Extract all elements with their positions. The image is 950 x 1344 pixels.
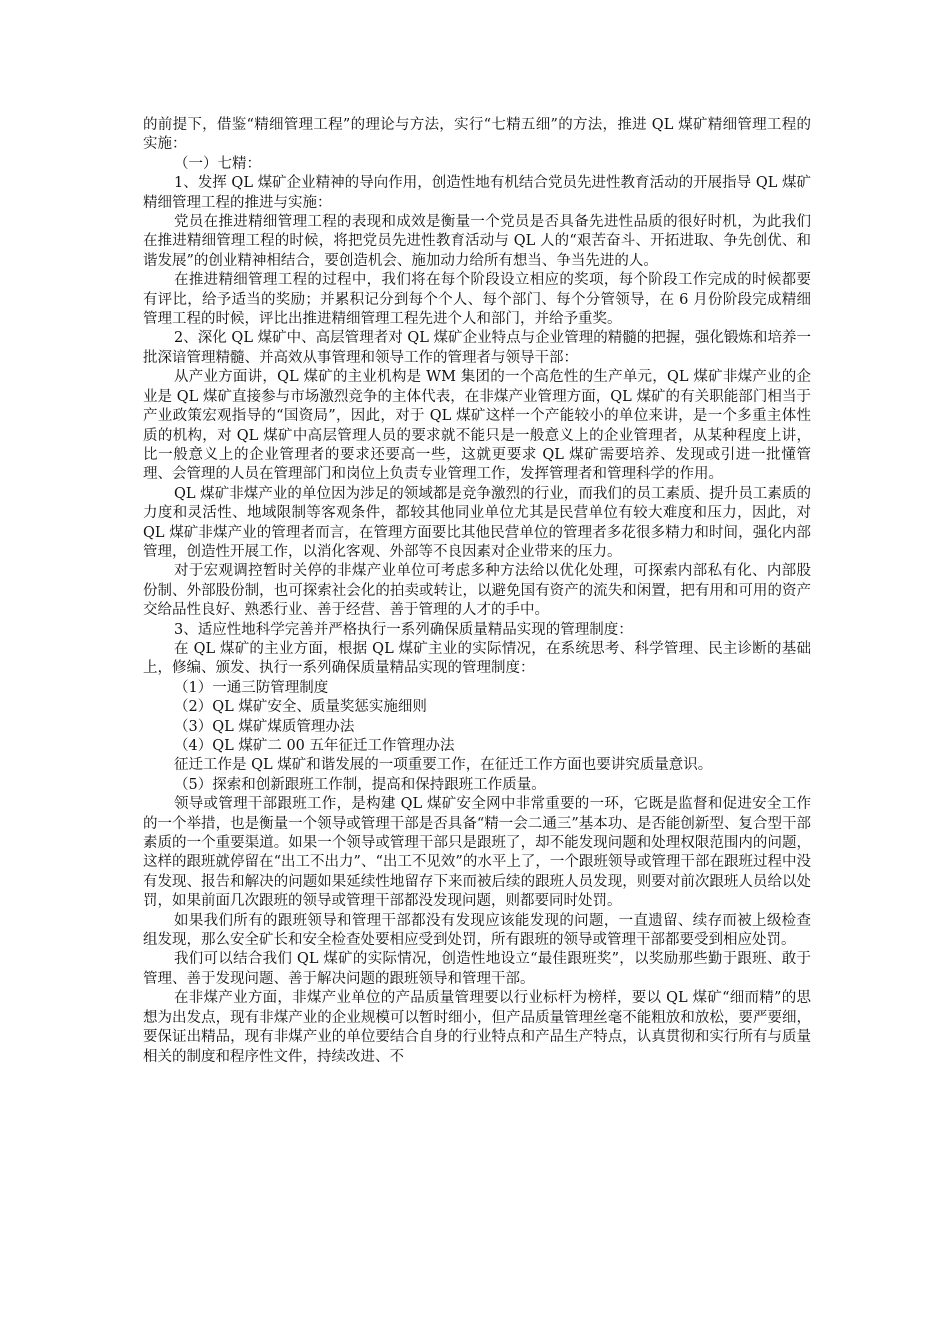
section-heading: （一）七精： <box>174 155 261 172</box>
list-item: （3）QL 煤矿煤质管理办法 <box>174 718 355 735</box>
list-item: （5）探索和创新跟班工作制，提高和保持跟班工作质量。 <box>174 776 546 793</box>
paragraph: 领导或管理干部跟班工作，是构建 QL 煤矿安全网中非常重要的一环，它既是监督和促进安全工作的一个举措，也是衡量一个领导或管理干部是否具备“精一会二通三”基本功、是否能创新型、复合型干部素质的一个重要渠道。如果一个领导或管理干部只是跟班了，却不能发现问题和处理权限范围内的问题，这样的跟班就停留在“出工不出力”、“出工不见效”的水平上了，一个跟班领导或管理干部在跟班过程中没有发现、报告和解决的问题如果延续性地留存下来而被后续的跟班人员发现，则要对前次跟班人员给以处罚，如果前面几次跟班的领导或管理干部都没发现问题，则都要同时处罚。 <box>143 796 811 910</box>
paragraph: 在推进精细管理工程的过程中，我们将在每个阶段设立相应的奖项，每个阶段工作完成的时候都要有评比，给予适当的奖励；并累积记分到每个个人、每个部门、每个分管领导，在 6 月份阶段完成精细管理工程的时候，评比出推进精细管理工程先进个人和部门，并给予重奖。 <box>143 272 811 328</box>
subsection-heading: 3、适应性地科学完善并严格执行一系列确保质量精品实现的管理制度： <box>174 621 633 638</box>
list-item: （1）一通三防管理制度 <box>174 679 329 696</box>
subsection-heading: 1、发挥 QL 煤矿企业精神的导向作用，创造性地有机结合党员先进性教育活动的开展指导 QL 煤矿精细管理工程的推进与实施： <box>143 175 811 211</box>
list-item: （4）QL 煤矿二 00 五年征迁工作管理办法 <box>174 738 455 754</box>
paragraph: 对于宏观调控暂时关停的非煤产业单位可考虑多种方法给以优化处理，可探索内部私有化、内部股份制、外部股份制，也可探索社会化的拍卖或转让，以避免国有资产的流失和闲置，把有用和可用的资产交给品性良好、熟悉行业、善于经营、善于管理的人才的手中。 <box>143 563 811 619</box>
paragraph: 的前提下，借鉴“精细管理工程”的理论与方法，实行“七精五细”的方法，推进 QL 煤矿精细管理工程的实施： <box>143 117 811 153</box>
subsection-heading: 2、深化 QL 煤矿中、高层管理者对 QL 煤矿企业特点与企业管理的精髓的把握，强化锻炼和培养一批深谙管理精髓、并高效从事管理和领导工作的管理者与领导干部： <box>143 330 811 366</box>
list-item: （2）QL 煤矿安全、质量奖惩实施细则 <box>174 699 427 716</box>
paragraph: 在非煤产业方面，非煤产业单位的产品质量管理要以行业标杆为榜样，要以 QL 煤矿“细而精”的思想为出发点，现有非煤产业的企业规模可以暂时细小，但产品质量管理丝毫不能粗放和放松，要严要细，要保证出精品，现有非煤产业的单位要结合自身的行业特点和产品生产特点，认真贯彻和实行所有与质量相关的制度和程序性文件，持续改进、不 <box>143 990 811 1065</box>
paragraph: 从产业方面讲，QL 煤矿的主业机构是 WM 集团的一个高危性的生产单元，QL 煤矿非煤产业的企业是 QL 煤矿直接参与市场激烈竞争的主体代表，在非煤产业管理方面，QL 煤矿的有关职能部门相当于产业政策宏观指导的“国资局”，因此，对于 QL 煤矿这样一个产能较小的单位来讲，是一个多重主体性质的机构，对 QL 煤矿中高层管理人员的要求就不能只是一般意义上的企业管理者，从某种程度上讲，比一般意义上的企业管理者的要求还要高一些，这就更要求 QL 煤矿需要培养、发现或引进一批懂管理、会管理的人员在管理部门和岗位上负责专业管理工作，发挥管理者和管理科学的作用。 <box>143 369 811 483</box>
paragraph: 党员在推进精细管理工程的表现和成效是衡量一个党员是否具备先进性品质的很好时机，为此我们在推进精细管理工程的时候，将把党员先进性教育活动与 QL 人的“艰苦奋斗、开拓进取、争先创优、和谐发展”的创业精神相结合，要创造机会、施加动力给所有想当、争当先进的人。 <box>143 214 811 269</box>
paragraph: 我们可以结合我们 QL 煤矿的实际情况，创造性地设立“最佳跟班奖”，以奖励那些勤于跟班、敢于管理、善于发现问题、善于解决问题的跟班领导和管理干部。 <box>143 951 811 987</box>
paragraph: QL 煤矿非煤产业的单位因为涉足的领域都是竞争激烈的行业，而我们的员工素质、提升员工素质的力度和灵活性、地域限制等客观条件，都较其他同业单位尤其是民营单位有较大难度和压力，因此，对 QL 煤矿非煤产业的管理者而言，在管理方面要比其他民营单位的管理者多花很多精力和时间，强化内部管理，创造性开展工作，以消化客观、外部等不良因素对企业带来的压力。 <box>143 485 811 560</box>
paragraph: 在 QL 煤矿的主业方面，根据 QL 煤矿主业的实际情况，在系统思考、科学管理、民主诊断的基础上，修编、颁发、执行一系列确保质量精品实现的管理制度： <box>143 640 811 677</box>
document-page <box>143 116 811 1067</box>
paragraph: 如果我们所有的跟班领导和管理干部都没有发现应该能发现的问题，一直遗留、续存而被上级检查组发现，那么安全矿长和安全检查处要相应受到处罚，所有跟班的领导或管理干部都要受到相应处罚。 <box>143 912 811 949</box>
paragraph: 征迁工作是 QL 煤矿和谐发展的一项重要工作，在征迁工作方面也要讲究质量意识。 <box>174 757 713 774</box>
